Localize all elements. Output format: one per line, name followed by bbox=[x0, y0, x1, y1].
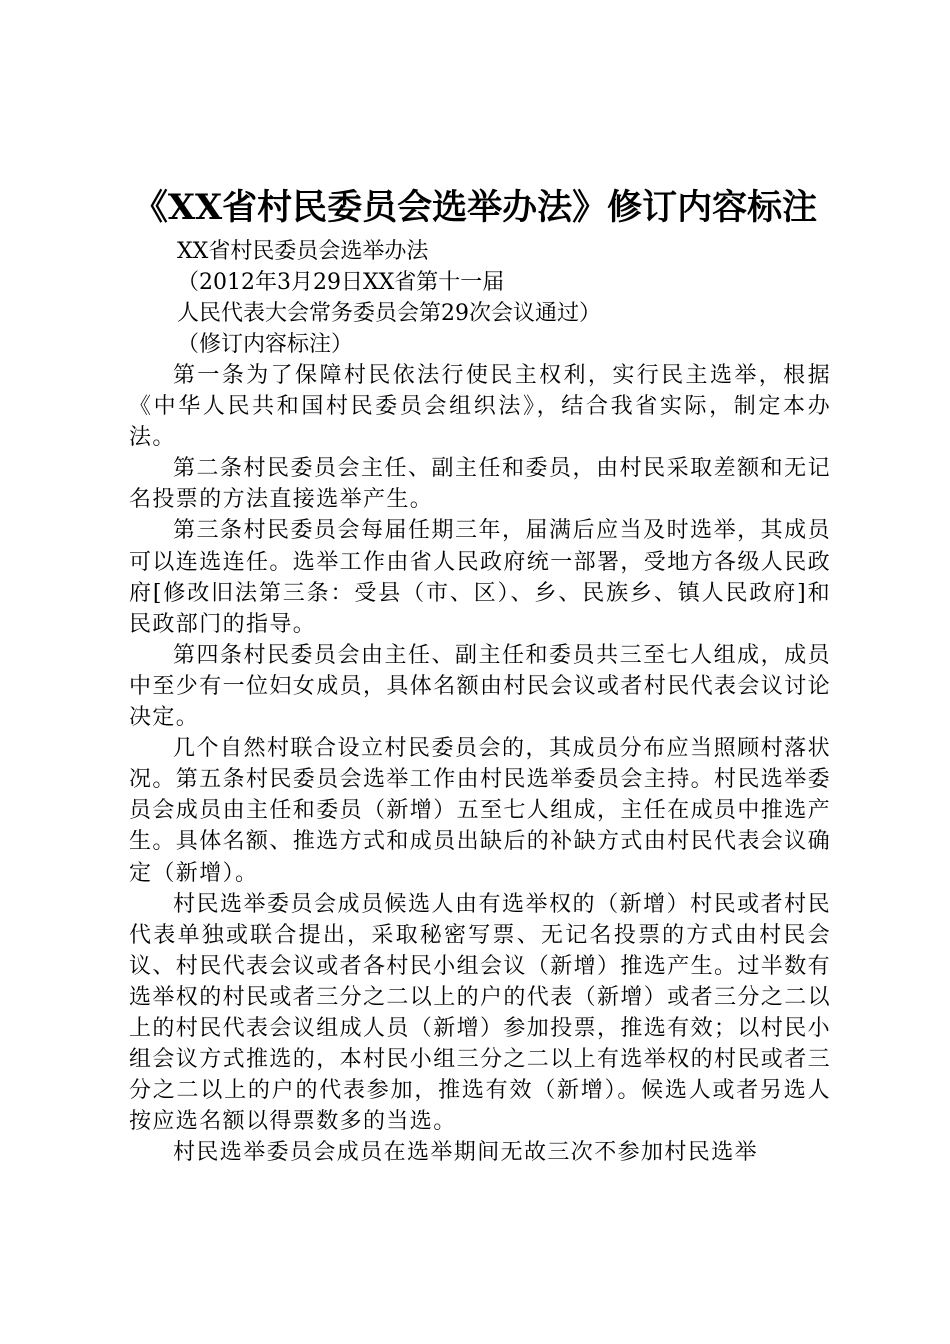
article-1: 第一条为了保障村民依法行使民主权利，实行民主选举，根据《中华人民共和国村民委员会组织法》，结合我省实际，制定本办法。 bbox=[129, 363, 831, 451]
revision-note: （修订内容标注） bbox=[177, 332, 354, 357]
adoption-date-line: （2012年3月29日XX省第十一届 bbox=[177, 270, 505, 295]
article-4: 第四条村民委员会由主任、副主任和委员共三至七人组成，成员中至少有一位妇女成员，具体名额由村民会议或者村民代表会议讨论决定。 bbox=[129, 642, 832, 731]
document-title: 《XX省村民委员会选举办法》修订内容标注 bbox=[132, 187, 818, 228]
document-header bbox=[177, 236, 897, 360]
article-5-paragraph-3: 村民选举委员会成员在选举期间无故三次不参加村民选举 bbox=[173, 1140, 759, 1166]
article-3: 第三条村民委员会每届任期三年，届满后应当及时选举，其成员可以连选连任。选举工作由省人民政府统一部署，受地方各级人民政府[修改旧法第三条：受县（市、区）、乡、民族乡、镇人民政府]和民政部门的指导。 bbox=[129, 518, 832, 637]
article-2: 第二条村民委员会主任、副主任和委员，由村民采取差额和无记名投票的方法直接选举产生。 bbox=[129, 456, 831, 513]
article-5-paragraph-2: 村民选举委员会成员候选人由有选举权的（新增）村民或者村民代表单独或联合提出，采取秘密写票、无记名投票的方式由村民会议、村民代表会议或者各村民小组会议（新增）推选产生。过半数有选举权的村民或者三分之二以上的户的代表（新增）或者三分之二以上的村民代表会议组成人员（新增）参加投票，推选有效；以村民小组会议方式推选的，本村民小组三分之二以上有选举权的村民或者三分之二以上的户的代表参加，推选有效（新增）。候选人或者另选人按应选名额以得票数多的当选。 bbox=[129, 891, 832, 1135]
adoption-body-line: 人民代表大会常务委员会第29次会议通过） bbox=[177, 301, 601, 326]
document-body bbox=[129, 360, 831, 1168]
law-name: XX省村民委员会选举办法 bbox=[177, 239, 429, 264]
article-4-paragraph-2-and-article-5: 几个自然村联合设立村民委员会的，其成员分布应当照顾村落状况。第五条村民委员会选举工作由村民选举委员会主持。村民选举委员会成员由主任和委员（新增）五至七人组成，主任在成员中推选产生。具体名额、推选方式和成员出缺后的补缺方式由村民代表会议确定（新增）。 bbox=[129, 736, 832, 886]
